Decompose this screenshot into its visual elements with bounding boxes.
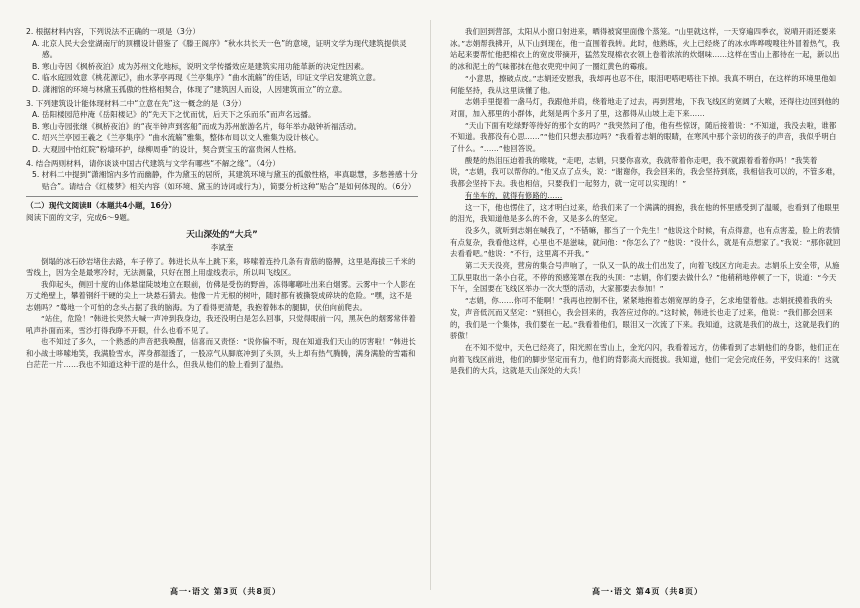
- passage-paragraph: “志娟，你……你可不能啊！”我再也控制不住，紧紧地抱着志娟宽厚的身子，乞求地望着他。志娟抚摸着我的头发，声音低沉而又坚定：“别担心，我会回来的，我答应过你的。”这时候，韩进长也走了过来，他说：“我们都会回来的，我们是一个集体，我们要在一起。”我看着他们，眼泪又一次流了下来。我知道，这就是我们的战士，这就是我们的骄傲！: [450, 296, 840, 341]
- passage-paragraph: 也不知过了多久，一个熟悉的声音把我唤醒，信喜而又责怪：“说你偏不听，现在知道我们天山的厉害啦！”韩进长和小战士哆嗦地笑，我满脸雪水，浑身都湿透了，一股凉气从脚底冲到了头顶，头上却有热气腾腾，满身满脸的雪霜和白茫茫一片……我也不知道这种干涩的是什么，但我从他们的脸上看到了温热。: [26, 337, 416, 369]
- passage-paragraph: 第二天天没亮，营房的集合号声响了，一队又一队的战士们出发了，向着飞线区方向走去。志娟乐上安全带，从施工队里取出一条小白花，不停的预感笼罩在我的头顶：“志娟，你们要去做什么？”他稍稍地停顿了一下，说道：“今天下午，全国要在飞线区举办一次大型的活动，大家都要去参加！”: [450, 261, 840, 294]
- page-divider: [430, 20, 431, 590]
- passage-paragraph: 倒塌的冰石砂岩堵住去路，车子停了。韩进长从车上跳下来，哆嗦着连拎几条有青筋的胳膊，这里是海拔三千米的雪线上，因为全是最寒冷时，无法测量，只好在图上用虚线表示，所以叫飞线区。: [26, 256, 416, 277]
- passage-author: 李斌奎: [210, 242, 234, 252]
- q2-option-a: A. 北京人民大会堂湖南厅的顶棚设计借鉴了《滕王阁序》“秋水共长天一色”的意境，证明文学为现代建筑提供灵感。: [32, 38, 407, 60]
- reading-instruction: 阅读下面的文字，完成6～9题。: [26, 212, 135, 222]
- q3-option-c: C. 绍兴兰亭园王羲之《兰亭集序》“曲水流觞”雅集，整体布局以文人雅集为设计核心。: [32, 133, 324, 143]
- passage-paragraph: 没多久，就听到志娟在喊我了，“不错嘛，都当了一个先生！”他说这个时候，有点得意，也有点害羞，脸上的表情有点复杂，我看他这样，心里也不是滋味，就问他：“你怎么了？”他说：“没什么，就是有点想家了。”我说：“那你就回去看看吧。”他说：“不行，这里离不开我。”: [450, 225, 841, 259]
- q2-stem: 2. 根据材料内容，下列说法不正确的一项是（3分）: [26, 27, 200, 36]
- passage-title: 天山深处的“大兵”: [186, 229, 258, 240]
- passage-paragraph: 我仰起头，侧回十度的山体悬崖陡坡地立在眼前，仿佛是受伤的野兽，冻得嘟嘟吐出来白烟雾。云雾中一个人影在万丈绝壁上，攀着钢纤干硬的尖上一块悬石猜去。他像一片无根的树叶，随时都有被撕裂成碎块的危险。“嘿，这不是志娟吗？”蓦地一个可怕的念头占据了我的脑海。为了看得更清楚，我抱着韩本的腿脚，伏伯向前爬去。: [26, 279, 416, 312]
- page-footer-left: 高一·语文 第3页（共8页）: [170, 587, 281, 596]
- passage-paragraph: 我们回到营部，太阳从小窗口射进来，晒得被窝里面像个蒸笼。“山里就这样，一天穿遍四季衣，说晴开雨还要来冰。”志娟帮我拂开，从下山到现在，他一直围着我转。此时，他熟练，火上已经烧了的冰水哗哗嗖嗖往外冒着热气，我站起来要帮忙他把棉衣上的宽皮带摘开，猛然发现棉衣衣领上卷着浓浓的炊烟味……这样在雪山上都待在一起，新以出的冰和泥土的气味都抹在他衣兜兜中间了一圈红黄色的霉痕。: [450, 27, 840, 72]
- q2-option-d: D. 潇湘馆的环境与林黛玉孤傲的性格相契合，体现了“建筑因人而设，人因建筑而立”的立意。: [32, 84, 347, 94]
- section-heading: （二）现代文阅读Ⅱ（本题共4小题，16分）: [26, 201, 176, 211]
- section-divider: [26, 196, 418, 197]
- q3-option-a: A. 岳阳楼园范仲淹《岳阳楼记》的“先天下之忧而忧，后天下之乐而乐”而声名远播。: [32, 110, 316, 120]
- q4-stem: 4. 结合两则材料，请你谈谈中国古代建筑与文学有哪些“不解之缘”。（4分）: [26, 158, 280, 168]
- passage-paragraph: “小意思，擦破点皮。”志娟还安慰我，我却再也忍不住，眼泪吧嗒吧嗒往下掉。我真不明白，在这样的环境里他如何能坚持，我从这里读懂了他。: [450, 73, 837, 95]
- q3-stem: 3. 下列建筑设计能体现材料二中“立意在先”这一概念的是（3分）: [26, 98, 246, 108]
- q5-stem: 5. 材料二中提到“潇湘馆内多竹而幽静，作为黛玉的居所，其建筑环境与黛玉的孤傲性格，率真聪慧，多愁善感十分贴合”。请结合《红楼梦》相关内容（如环境、黛玉的诗词或行为），简要分析这种“贴合”是如何体现的。（6分）: [32, 170, 418, 191]
- passage-paragraph: 酸楚的热泪压迫着我的喉咙，“走吧，志娟，只要你喜欢，我就带着你走吧，我不就跟着看着你吗！”我笑着说，“志娟，我可以帮你的。”他又点了点头，说：“谢谢你，我会回来的，我会坚持到底，我相信我可以的，不管多难，我都会坚持下去。我也相信，只要我们一起努力，就一定可以实现的！”: [450, 155, 841, 189]
- passage-paragraph: 在不知不觉中，天色已经亮了，阳光照在雪山上，金光闪闪，我看着远方，仿佛看到了志娟他们的身影，他们正在向着飞线区前进，他们的脚步坚定而有力，他们的背影高大而挺拔。我知道，他们一定会完成任务，平安归来的！这就是我们的大兵，这就是天山深处的大兵！: [450, 342, 840, 376]
- passage-paragraph: “天山下面有吃绿野等待好的那个女的吗？”我突然问了他，他有些惊讶，随后接着说：“不知道，我没去啦，谁都不知道。我都没有心思……”“他们只想去那边吗？”我看着志娟的眼睛，在寒风中那个亲切的孩子的声音，我似乎明白了什么。“……”他回答说。: [450, 120, 837, 154]
- q3-option-b: B. 寒山寺园张继《枫桥夜泊》的“夜半钟声到客船”而成为苏州旅游名片，每年举办敲钟祈福活动。: [32, 121, 362, 131]
- right-page: [450, 26, 842, 581]
- passage-paragraph: “站住，危险！”韩进长突然大喊一声冲到我身边，我还没明白是怎么回事，只觉得眼前一闪，黑灰色的烟雾常伴着吼声扑面而来，雪沙打得我睁不开眼，什么也看不见了。: [26, 314, 416, 335]
- q2-option-c: C. 临水庭园效意《桃花源记》，曲水茅亭再现《兰亭集序》“曲水流觞”的佳话，印证文学启发建筑立意。: [32, 73, 381, 83]
- q2-option-b: B. 寒山寺因《枫桥夜泊》成为苏州文化地标，说明文学传播效应是建筑实用功能革新的决定性因素。: [32, 61, 369, 71]
- left-page: [26, 26, 418, 581]
- underlined-sentence: 有坐车的，就得有修路的……: [465, 190, 563, 200]
- passage-paragraph: 这一下，他也愣住了，这才明白过来，给我们来了一个满满的拥抱，我在他的怀里感受到了温暖，也看到了他眼里的泪光，我知道他是多么的不舍，又是多么的坚定。: [450, 202, 840, 224]
- page-footer-right: 高一·语文 第4页（共8页）: [592, 587, 703, 596]
- q3-option-d: D. 大观园中怡红院“粉墙环护，绿柳周垂”的设计，契合贾宝玉的富贵闲人性格。: [32, 144, 302, 154]
- passage-paragraph: 志娟手里提着一盏马灯，我跟他并肩，绕着地走了过去，再到营地，下我飞线区的宽阔了大喉，还得往边回到他的对面，加入那里的小群体，此刻是两个多月了里，这都得从山坡上走下来……: [450, 97, 840, 118]
